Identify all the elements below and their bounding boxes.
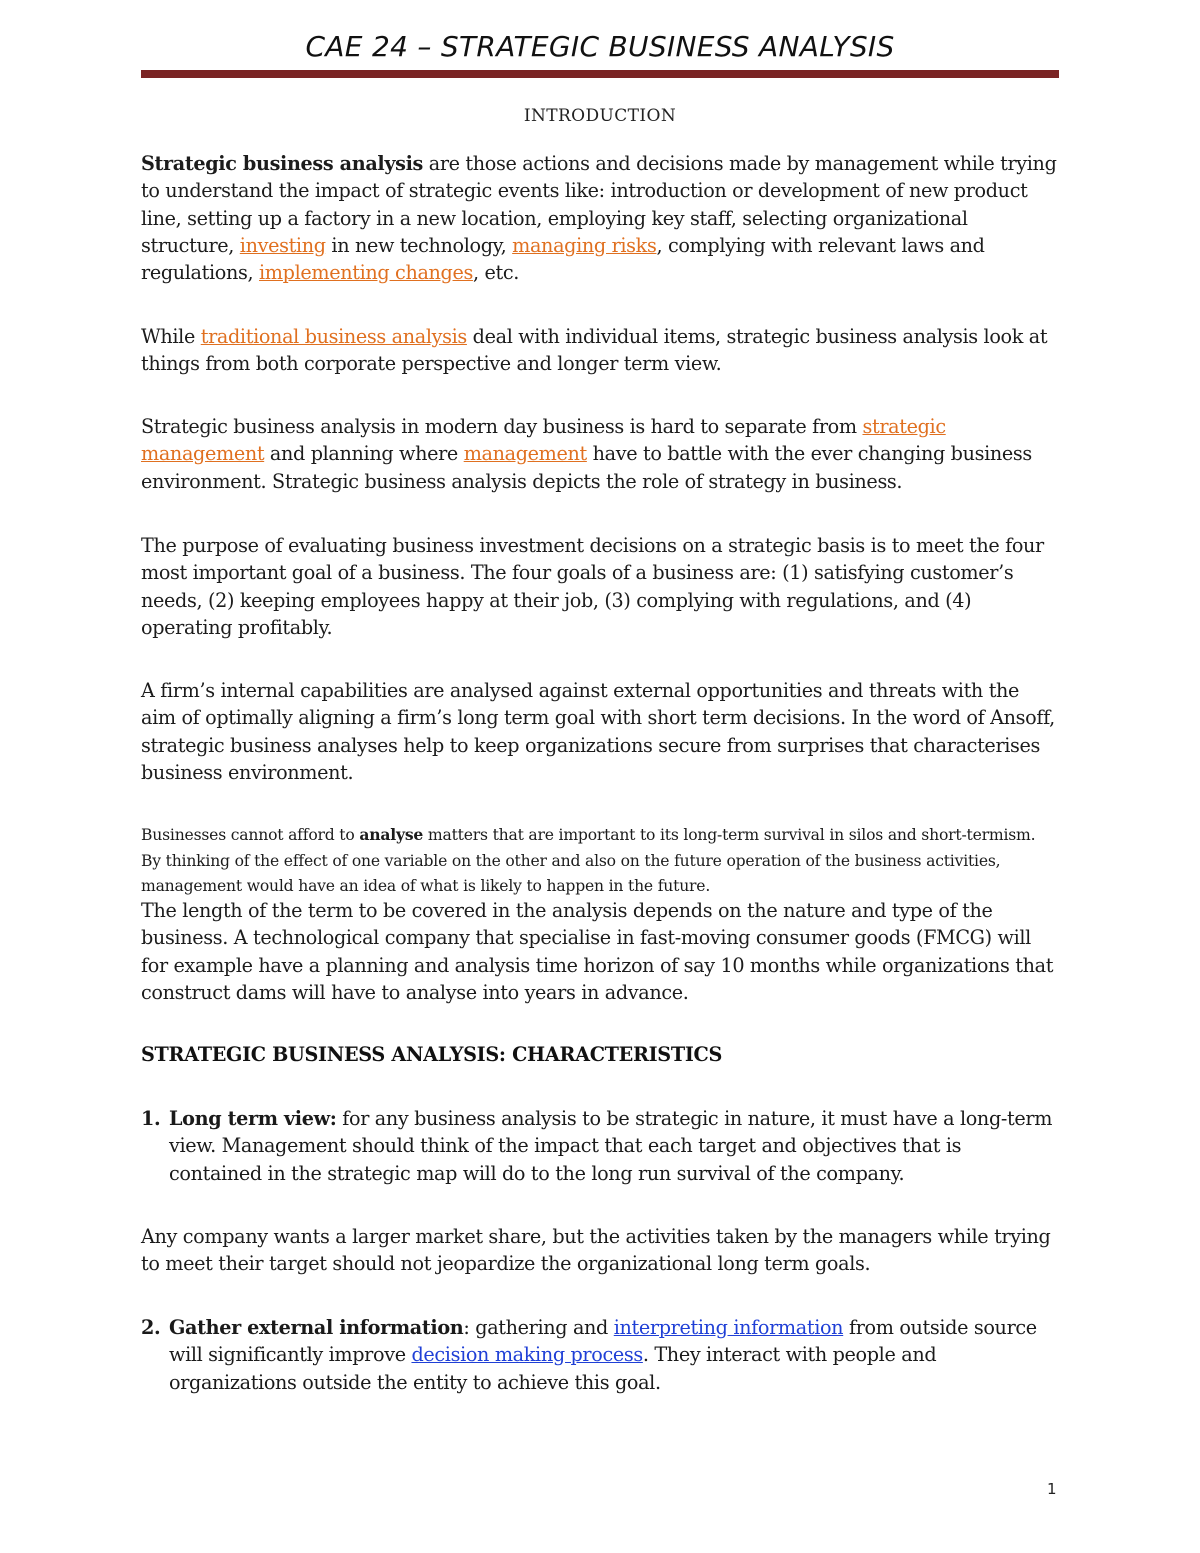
link-managing-risks[interactable]: managing risks	[512, 233, 657, 257]
list-item-body	[169, 1314, 1059, 1396]
text-run: Businesses cannot afford to	[141, 826, 360, 844]
paragraph-modern-day	[141, 413, 1059, 495]
text-run: Strategic business analysis in modern day business is hard to separate from	[141, 415, 863, 438]
link-traditional-business-analysis[interactable]: traditional business analysis	[200, 325, 467, 348]
text-run: . They interact with people and organizations outside the entity to achieve this goal.	[169, 1343, 937, 1394]
paragraph-silos	[141, 822, 1059, 900]
link-strategic-management[interactable]: strategic management	[141, 415, 946, 466]
text-run: While	[141, 325, 201, 348]
list-item-title: Gather external information	[169, 1316, 464, 1339]
paragraph-purpose: The purpose of evaluating business investment decisions on a strategic basis is to meet the four most important goal of a business. The four goals of a business are: (1) satisfying customer’s needs, (2) keeping employees happy at their job, (3) complying with regulations, and (4) operating profitably.	[141, 534, 1044, 639]
bold-word: analyse	[359, 825, 424, 844]
link-investing[interactable]: investing	[239, 233, 326, 257]
intro-heading: INTRODUCTION	[523, 106, 677, 126]
text-run: , etc.	[472, 261, 519, 285]
text-run: for any business analysis to be strategic in nature, it must have a long-term view. Management should think of the impact that each target and objectives that is contained in the strategic map will do to the long run survival of the company.	[169, 1107, 1053, 1185]
link-interpreting-information[interactable]: interpreting information	[613, 1316, 844, 1339]
list-item-body	[169, 1105, 1059, 1187]
list-item-title: Long term view:	[169, 1107, 337, 1130]
text-run: have to battle with the ever changing business environment. Strategic business analysis depicts the role of strategy in business.	[141, 442, 1032, 493]
text-run: from outside source will significantly improve	[169, 1316, 1037, 1367]
text-run: are those actions and decisions made by management while trying to understand the impact of strategic events like: introduction or development of new product line, setting up a factory in a new location, employing key staff, selecting organizational structure,	[141, 152, 1057, 257]
bold-term: Strategic business analysis	[141, 152, 423, 175]
section-heading: STRATEGIC BUSINESS ANALYSIS: CHARACTERISTICS	[141, 1043, 723, 1066]
list-number: 2.	[141, 1316, 161, 1339]
text-run: , complying with relevant laws and regulations,	[141, 233, 985, 285]
text-run: in new technology,	[325, 233, 513, 257]
text-run: and planning where	[264, 442, 464, 466]
text-run: deal with individual items, strategic business analysis look at things from both corporate perspective and longer term view.	[141, 325, 1048, 376]
paragraph-traditional	[141, 323, 1059, 378]
link-implementing-changes[interactable]: implementing changes	[259, 261, 473, 285]
paragraph-definition	[141, 150, 1059, 286]
title-rule	[141, 70, 1059, 78]
text-run: : gathering and	[463, 1316, 614, 1339]
paragraph-capabilities: A firm’s internal capabilities are analysed against external opportunities and threats with the aim of optimally aligning a firm’s long term goal with short term decisions. In the word of Ansoff, strategic business analyses help to keep organizations secure from surprises that characterises business environment.	[141, 679, 1055, 784]
link-decision-making-process[interactable]: decision making process	[411, 1343, 643, 1367]
text-run: matters that are important to its long-term survival in silos and short-termism. By thinking of the effect of one variable on the other and also on the future operation of the business activities, management would have an idea of what is likely to happen in the future.	[141, 826, 1036, 895]
paragraph-term-length: The length of the term to be covered in the analysis depends on the nature and type of the business. A technological company that specialise in fast-moving consumer goods (FMCG) will for example have a planning and analysis time horizon of say 10 months while organizations that construct dams will have to analyse into years in advance.	[141, 899, 1054, 1004]
page-number: 1	[1047, 1480, 1057, 1498]
paragraph-market-share: Any company wants a larger market share, but the activities taken by the managers while trying to meet their target should not jeopardize the organizational long term goals.	[141, 1225, 1051, 1276]
list-number: 1.	[141, 1107, 161, 1130]
link-management[interactable]: management	[463, 442, 587, 466]
document-title: CAE 24 – STRATEGIC BUSINESS ANALYSIS	[305, 30, 895, 63]
